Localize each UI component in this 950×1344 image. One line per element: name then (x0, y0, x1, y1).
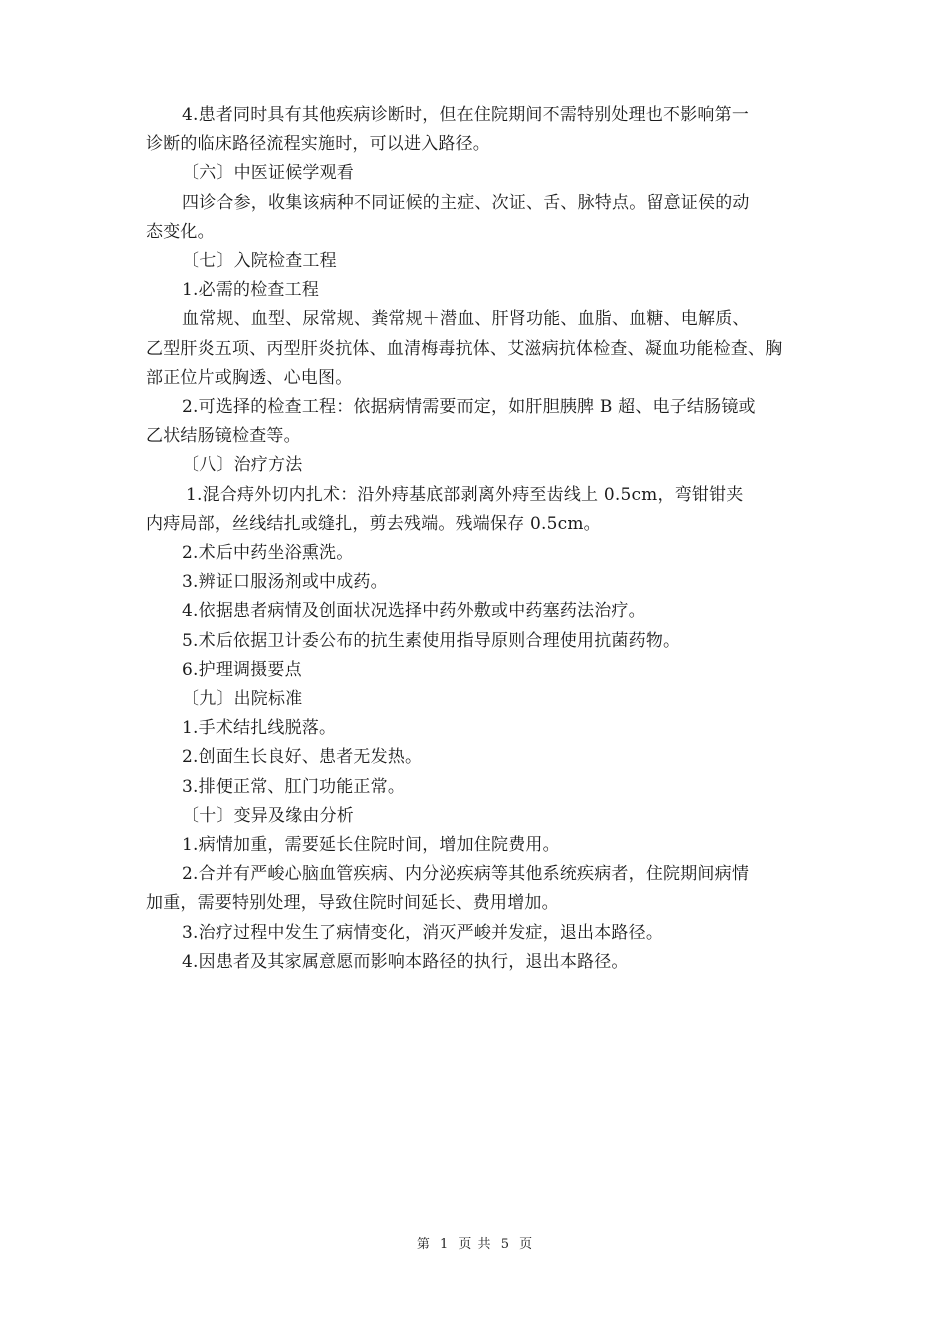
footer-page-number: 1 (440, 1237, 450, 1252)
footer-suffix: 页 (519, 1237, 534, 1252)
section-heading: 〔六〕中医证候学观看 (182, 163, 354, 184)
document-body (146, 101, 816, 977)
section-heading: 〔八〕治疗方法 (182, 455, 303, 476)
footer-mid: 页 共 (458, 1237, 492, 1252)
paragraph-line: 内痔局部，丝线结扎或缝扎，剪去残端。残端保存 0.5cm。 (146, 513, 601, 534)
list-item: 1.病情加重，需要延长住院时间，增加住院费用。 (182, 835, 560, 856)
list-item: 1.手术结扎线脱落。 (182, 718, 337, 739)
list-item: 3.辨证口服汤剂或中成药。 (182, 572, 388, 593)
list-item: 4.依据患者病情及创面状况选择中药外敷或中药塞药法治疗。 (182, 601, 646, 622)
paragraph-line: 4.患者同时具有其他疾病诊断时，但在住院期间不需特别处理也不影响第一 (182, 105, 750, 125)
section-heading: 〔十〕变异及缘由分析 (182, 805, 354, 826)
list-item: 2.创面生长良好、患者无发热。 (182, 747, 423, 768)
list-item: 2.合并有严峻心脑血管疾病、内分泌疾病等其他系统疾病者，住院期间病情 (182, 864, 750, 885)
paragraph-line: 2.可选择的检查工程：依据病情需要而定，如肝胆胰脾 B 超、电子结肠镜或 (182, 397, 756, 418)
paragraph-line: 态变化。 (146, 221, 215, 242)
section-heading: 〔九〕出院标准 (182, 689, 303, 710)
paragraph-line: 乙型肝炎五项、丙型肝炎抗体、血清梅毒抗体、艾滋病抗体检查、凝血功能检查、胸 (146, 338, 783, 359)
footer-prefix: 第 (416, 1237, 431, 1252)
section-heading: 〔七〕入院检查工程 (182, 251, 337, 272)
footer-total-pages: 5 (500, 1237, 510, 1252)
paragraph-line: 部正位片或胸透、心电图。 (146, 367, 353, 388)
list-item: 2.术后中药坐浴熏洗。 (182, 543, 354, 564)
paragraph-line: 加重，需要特别处理，导致住院时间延长、费用增加。 (146, 893, 559, 914)
list-item: 3.治疗过程中发生了病情变化，消灭严峻并发症，退出本路径。 (182, 922, 664, 943)
paragraph-line: 1.混合痔外切内扎术：沿外痔基底部剥离外痔至齿线上 0.5cm，弯钳钳夹 (186, 484, 744, 505)
list-item: 3.排便正常、肛门功能正常。 (182, 776, 406, 797)
paragraph-line: 血常规、血型、尿常规、粪常规＋潜血、肝肾功能、血脂、血糖、电解质、 (182, 309, 750, 330)
list-item: 5.术后依据卫计委公布的抗生素使用指导原则合理使用抗菌药物。 (182, 630, 681, 651)
page-footer (0, 1233, 950, 1252)
paragraph-line: 四诊合参，收集该病种不同证候的主症、次证、舌、脉特点。留意证侯的动 (182, 192, 750, 213)
subsection-heading: 1.必需的检查工程 (182, 280, 320, 301)
list-item: 4.因患者及其家属意愿而影响本路径的执行，退出本路径。 (182, 951, 629, 972)
paragraph-line: 乙状结肠镜检查等。 (146, 426, 301, 447)
list-item: 6.护理调摄要点 (182, 659, 302, 680)
paragraph-line: 诊断的临床路径流程实施时，可以进入路径。 (146, 134, 490, 155)
